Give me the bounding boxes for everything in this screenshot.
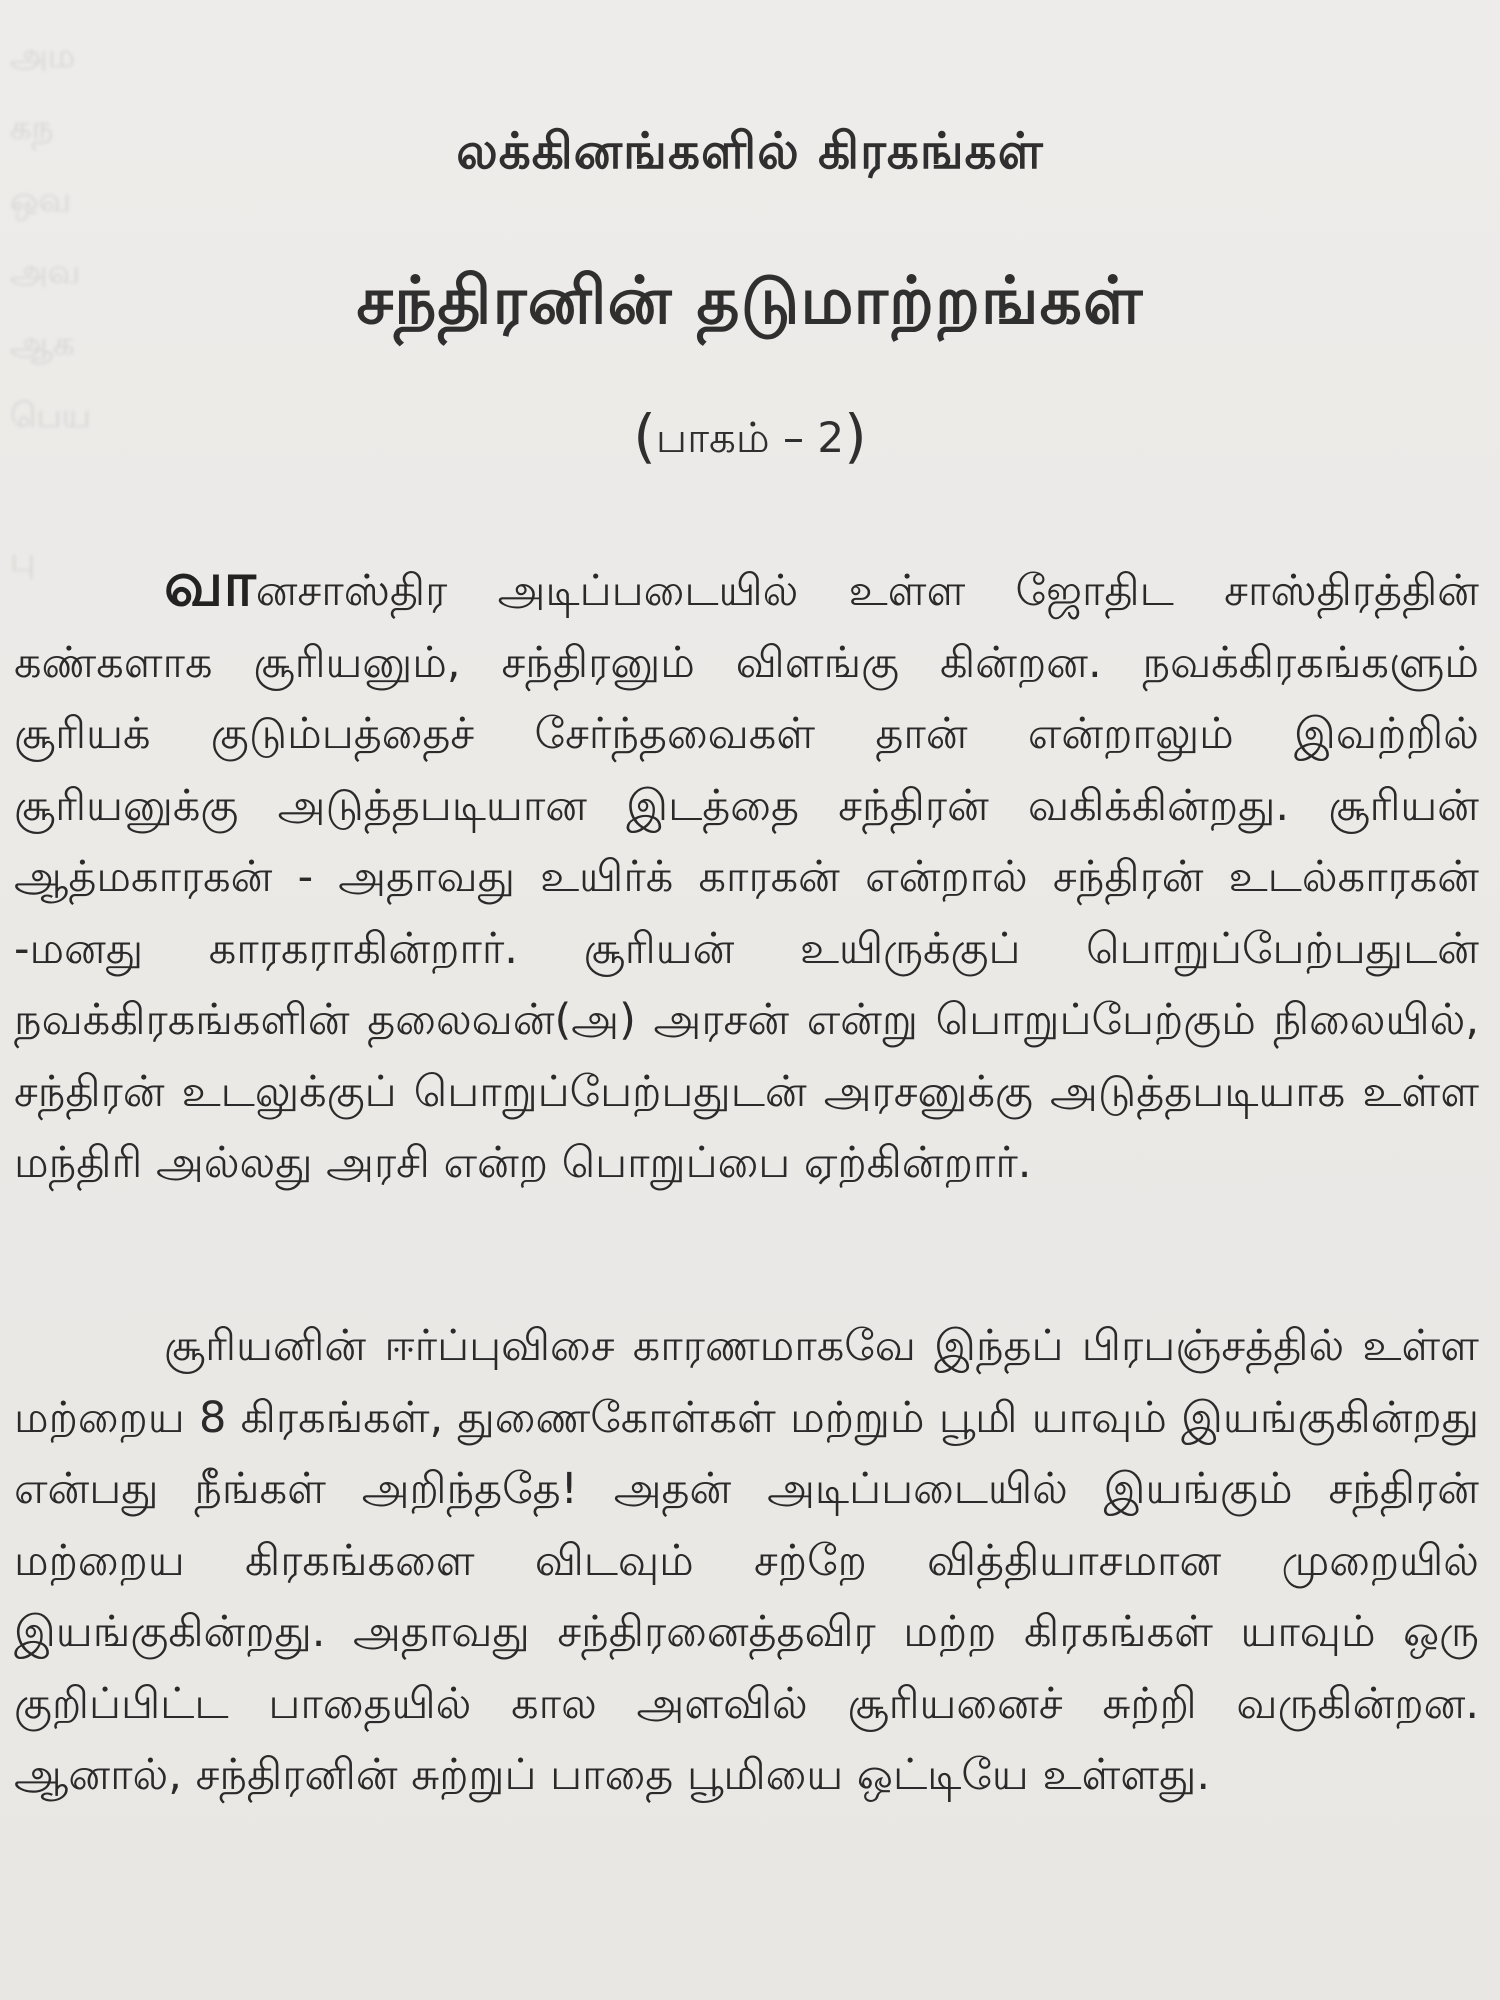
- drop-cap: வா: [164, 547, 256, 620]
- bleed-line: ஒவ: [10, 180, 72, 220]
- paragraph-1-text: னசாஸ்திர அடிப்படையில் உள்ள ஜோதிட சாஸ்திரத்தின் கண்களாக சூரியனும், சந்திரனும் விளங்கு கின்றன. நவக்கிரகங்களும் சூரியக் குடும்பத்தைச் சேர்ந்தவைகள் தான் என்றாலும் இவற்றில் சூரியனுக்கு அடுத்தபடியான இடத்தை சந்திரன் வகிக்கின்றது. சூரியன் ஆத்மகாரகன் - அதாவது உயிர்க் காரகன் என்றால் சந்திரன் உடல்காரகன் -மனது காரகராகின்றார். சூரியன் உயிருக்குப் பொறுப்பேற்பதுடன் நவக்கிரகங்களின் தலைவன்(அ) அரசன் என்று பொறுப்பேற்கும் நிலையில், சந்திரன் உடலுக்குப் பொறுப்பேற்பதுடன் அரசனுக்கு அடுத்தபடியாக உள்ள மந்திரி அல்லது அரசி என்ற பொறுப்பை ஏற்கின்றார்.: [14, 566, 1479, 1188]
- part-text: பாகம் – 2: [655, 413, 845, 462]
- paragraph-2: [14, 1311, 1479, 1812]
- chapter-title: சந்திரனின் தடுமாற்றங்கள்: [356, 262, 1144, 339]
- bleed-line: ஆக: [10, 324, 75, 364]
- bleed-line: அவ: [10, 252, 81, 292]
- open-bracket: (: [633, 402, 656, 470]
- bleed-line: பெய: [10, 396, 91, 436]
- bleed-line: அம: [10, 36, 76, 76]
- paragraph-2-text: சூரியனின் ஈர்ப்புவிசை காரணமாகவே இந்தப் பிரபஞ்சத்தில் உள்ள மற்றைய 8 கிரகங்கள், துணைகோள்கள் மற்றும் பூமி யாவும் இயங்குகின்றது என்பது நீங்கள் அறிந்ததே! அதன் அடிப்படையில் இயங்கும் சந்திரன் மற்றைய கிரகங்களை விடவும் சற்றே வித்தியாசமான முறையில் இயங்குகின்றது. அதாவது சந்திரனைத்தவிர மற்ற கிரகங்கள் யாவும் ஒரு குறிப்பிட்ட பாதையில் கால அளவில் சூரியனைச் சுற்றி வருகின்றன. ஆனால், சந்திரனின் சுற்றுப் பாதை பூமியை ஒட்டியே உள்ளது.: [14, 1321, 1479, 1800]
- section-subtitle: லக்கினங்களில் கிரகங்கள்: [456, 122, 1044, 180]
- part-label: [0, 398, 1500, 468]
- close-bracket: ): [844, 402, 867, 470]
- paragraph-1: [14, 548, 1479, 1200]
- bleed-line: பு: [10, 540, 36, 580]
- bleed-line: கந: [10, 108, 54, 148]
